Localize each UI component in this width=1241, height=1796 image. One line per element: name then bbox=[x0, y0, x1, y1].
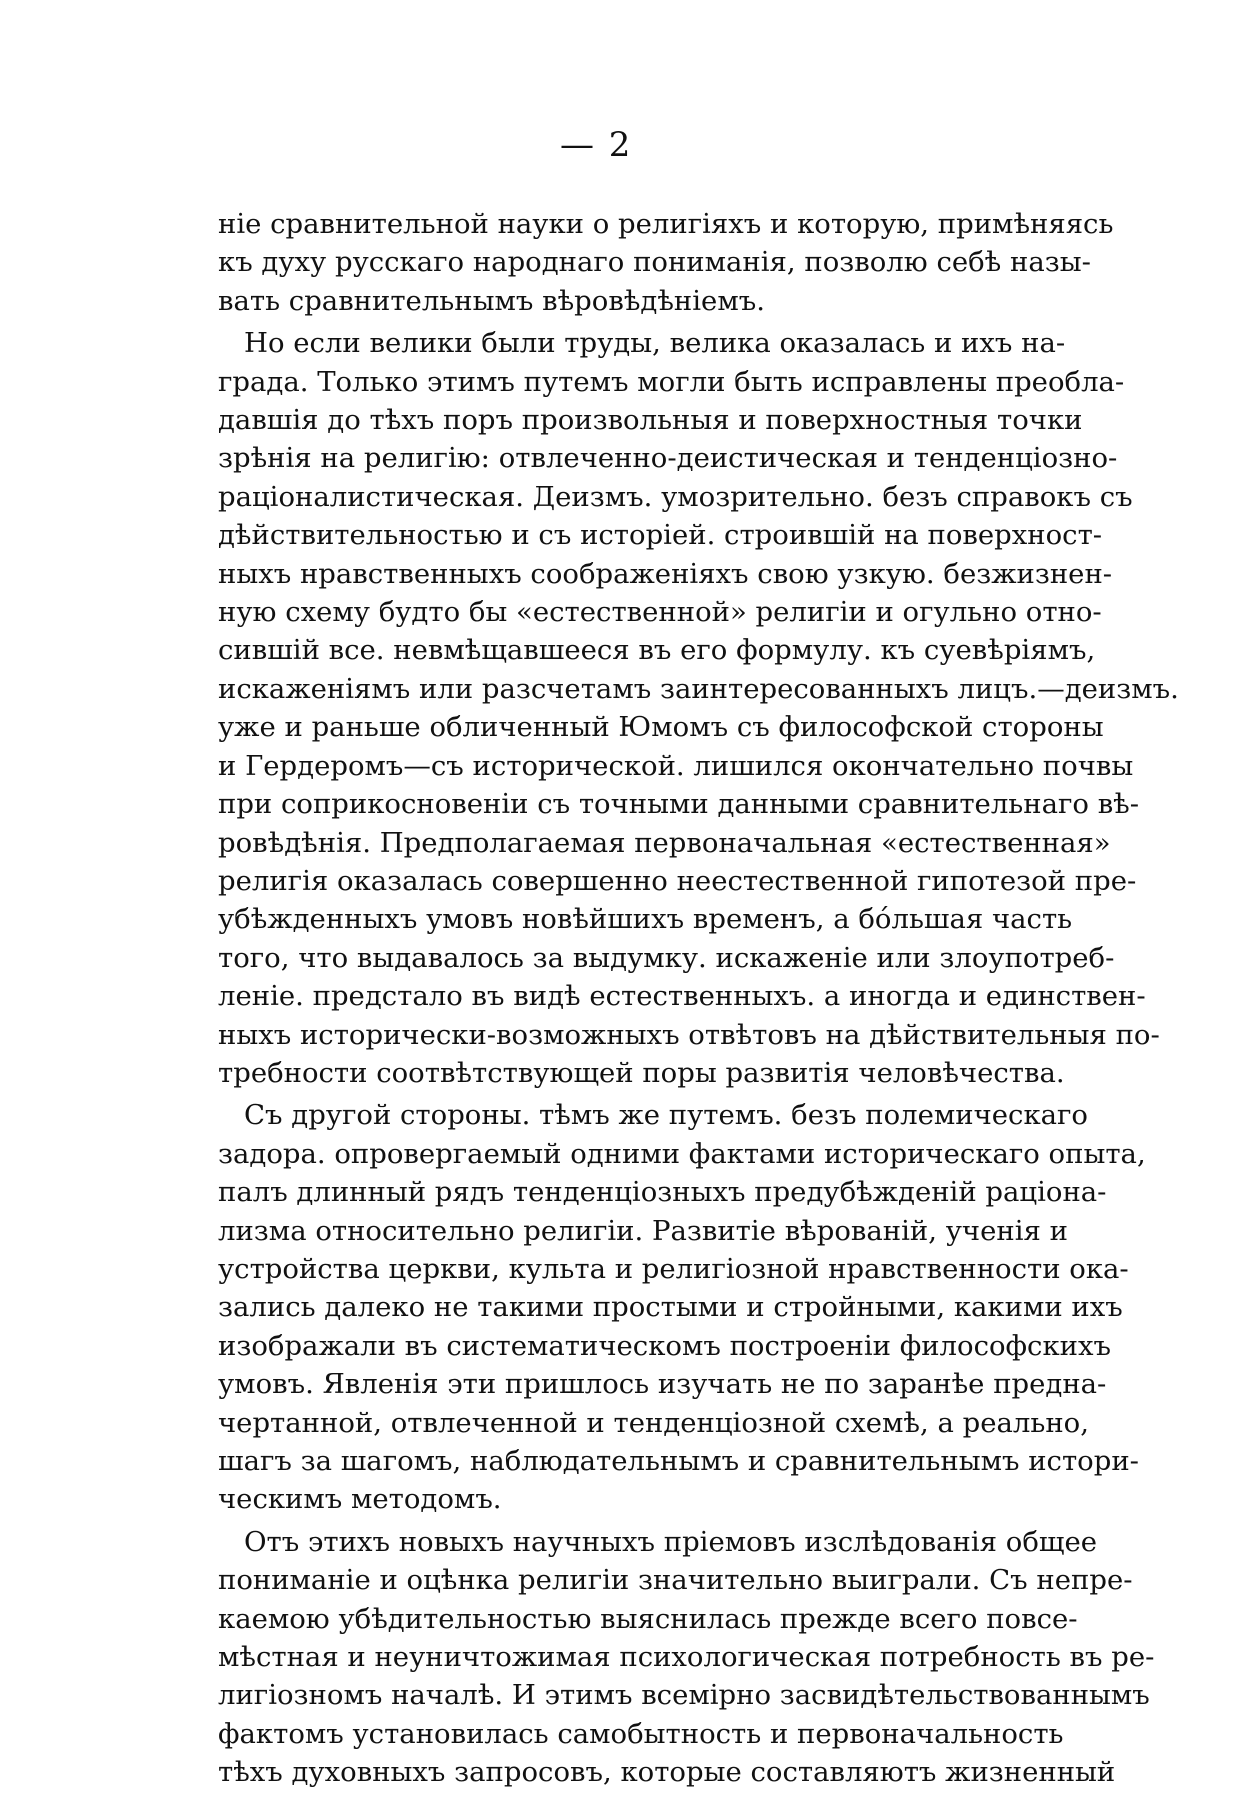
text-line: Но если велики были труды, велика оказалась и ихъ на- bbox=[244, 327, 1066, 360]
text-line: Отъ этихъ новыхъ научныхъ пріемовъ изслѣдованія общее bbox=[244, 1525, 1097, 1558]
text-line: мѣстная и неуничтожимая психологическая потребность въ ре- bbox=[218, 1641, 1155, 1674]
paragraph-2 bbox=[218, 324, 1179, 1092]
paragraph-4 bbox=[218, 1523, 1155, 1792]
text-line: зрѣнія на религію: отвлеченно-деистическая и тенденціозно- bbox=[218, 442, 1118, 475]
text-line: того, что выдавалось за выдумку. искаженіе или злоупотреб- bbox=[218, 941, 1115, 974]
text-line: ныхъ исторически-возможныхъ отвѣтовъ на дѣйствительныя по- bbox=[218, 1018, 1160, 1051]
body-text bbox=[218, 205, 1179, 1796]
text-line: убѣжденныхъ умовъ новѣйшихъ временъ, а бо́льшая часть bbox=[218, 903, 1073, 936]
paragraph-3 bbox=[218, 1096, 1146, 1518]
text-line: умовъ. Явленія эти пришлось изучать не по заранѣе предна- bbox=[218, 1368, 1107, 1401]
text-line: и Гердеромъ—съ исторической. лишился окончательно почвы bbox=[218, 749, 1134, 782]
text-line: требности соотвѣтствующей поры развитія человѣчества. bbox=[218, 1056, 1065, 1089]
text-line: давшія до тѣхъ поръ произвольныя и поверхностныя точки bbox=[218, 404, 1083, 437]
page-number: — 2 bbox=[560, 125, 633, 165]
text-line: задора. опровергаемый одними фактами историческаго опыта, bbox=[218, 1137, 1146, 1170]
text-line: зались далеко не такими простыми и стройными, какими ихъ bbox=[218, 1291, 1123, 1324]
text-line: ніе сравнительной науки о религіяхъ и которую, примѣняясь bbox=[218, 208, 1114, 240]
text-line: ческимъ методомъ. bbox=[218, 1483, 502, 1516]
text-line: ныхъ нравственныхъ соображеніяхъ свою узкую. безжизнен- bbox=[218, 557, 1113, 590]
text-line: фактомъ установилась самобытность и первоначальность bbox=[218, 1717, 1064, 1750]
text-line: чертанной, отвлеченной и тенденціозной схемѣ, а реально, bbox=[218, 1406, 1089, 1439]
text-line: къ духу русскаго народнаго пониманія, позволю себѣ назы- bbox=[218, 246, 1091, 279]
text-line: лигіозномъ началѣ. И этимъ всемірно засвидѣтельствованнымъ bbox=[218, 1679, 1150, 1712]
text-line: ровѣдѣнія. Предполагаемая первоначальная «естественная» bbox=[218, 826, 1111, 859]
text-line: дѣйствительностью и съ исторіей. строившій на поверхност- bbox=[218, 519, 1103, 552]
text-line: сившій все. невмѣщавшееся въ его формулу. къ суевѣріямъ, bbox=[218, 634, 1096, 667]
text-line: устройства церкви, культа и религіозной нравственности ока- bbox=[218, 1252, 1129, 1285]
text-line: уже и раньше обличенный Юмомъ съ философской стороны bbox=[218, 711, 1104, 744]
text-line: при соприкосновеніи съ точными данными сравнительнаго вѣ- bbox=[218, 788, 1140, 821]
text-line: лизма относительно религіи. Развитіе вѣрованій, ученія и bbox=[218, 1214, 1068, 1247]
text-line: раціоналистическая. Деизмъ. умозрительно. безъ справокъ съ bbox=[218, 480, 1133, 513]
text-line: религія оказалась совершенно неестественной гипотезой пре- bbox=[218, 864, 1137, 897]
text-line: изображали въ систематическомъ построеніи философскихъ bbox=[218, 1329, 1111, 1362]
text-line: вать сравнительнымъ вѣровѣдѣніемъ. bbox=[218, 284, 765, 317]
text-line: искаженіямъ или разсчетамъ заинтересованныхъ лицъ.—деизмъ. bbox=[218, 672, 1179, 705]
text-line: Съ другой стороны. тѣмъ же путемъ. безъ полемическаго bbox=[244, 1099, 1088, 1132]
paragraph-1 bbox=[218, 205, 1114, 320]
text-line: града. Только этимъ путемъ могли быть исправлены преобла- bbox=[218, 365, 1125, 398]
text-line: каемою убѣдительностью выяснилась прежде всего повсе- bbox=[218, 1602, 1078, 1635]
text-line: шагъ за шагомъ, наблюдательнымъ и сравнительнымъ истори- bbox=[218, 1445, 1139, 1477]
text-line: леніе. предстало въ видѣ естественныхъ. а иногда и единствен- bbox=[218, 980, 1146, 1013]
text-line: ную схему будто бы «естественной» религіи и огульно отно- bbox=[218, 596, 1102, 629]
text-line: тѣхъ духовныхъ запросовъ, которые составляютъ жизненный bbox=[218, 1756, 1116, 1789]
text-line: палъ длинный рядъ тенденціозныхъ предубѣжденій раціона- bbox=[218, 1176, 1107, 1209]
text-line: пониманіе и оцѣнка религіи значительно выиграли. Съ непре- bbox=[218, 1564, 1133, 1597]
